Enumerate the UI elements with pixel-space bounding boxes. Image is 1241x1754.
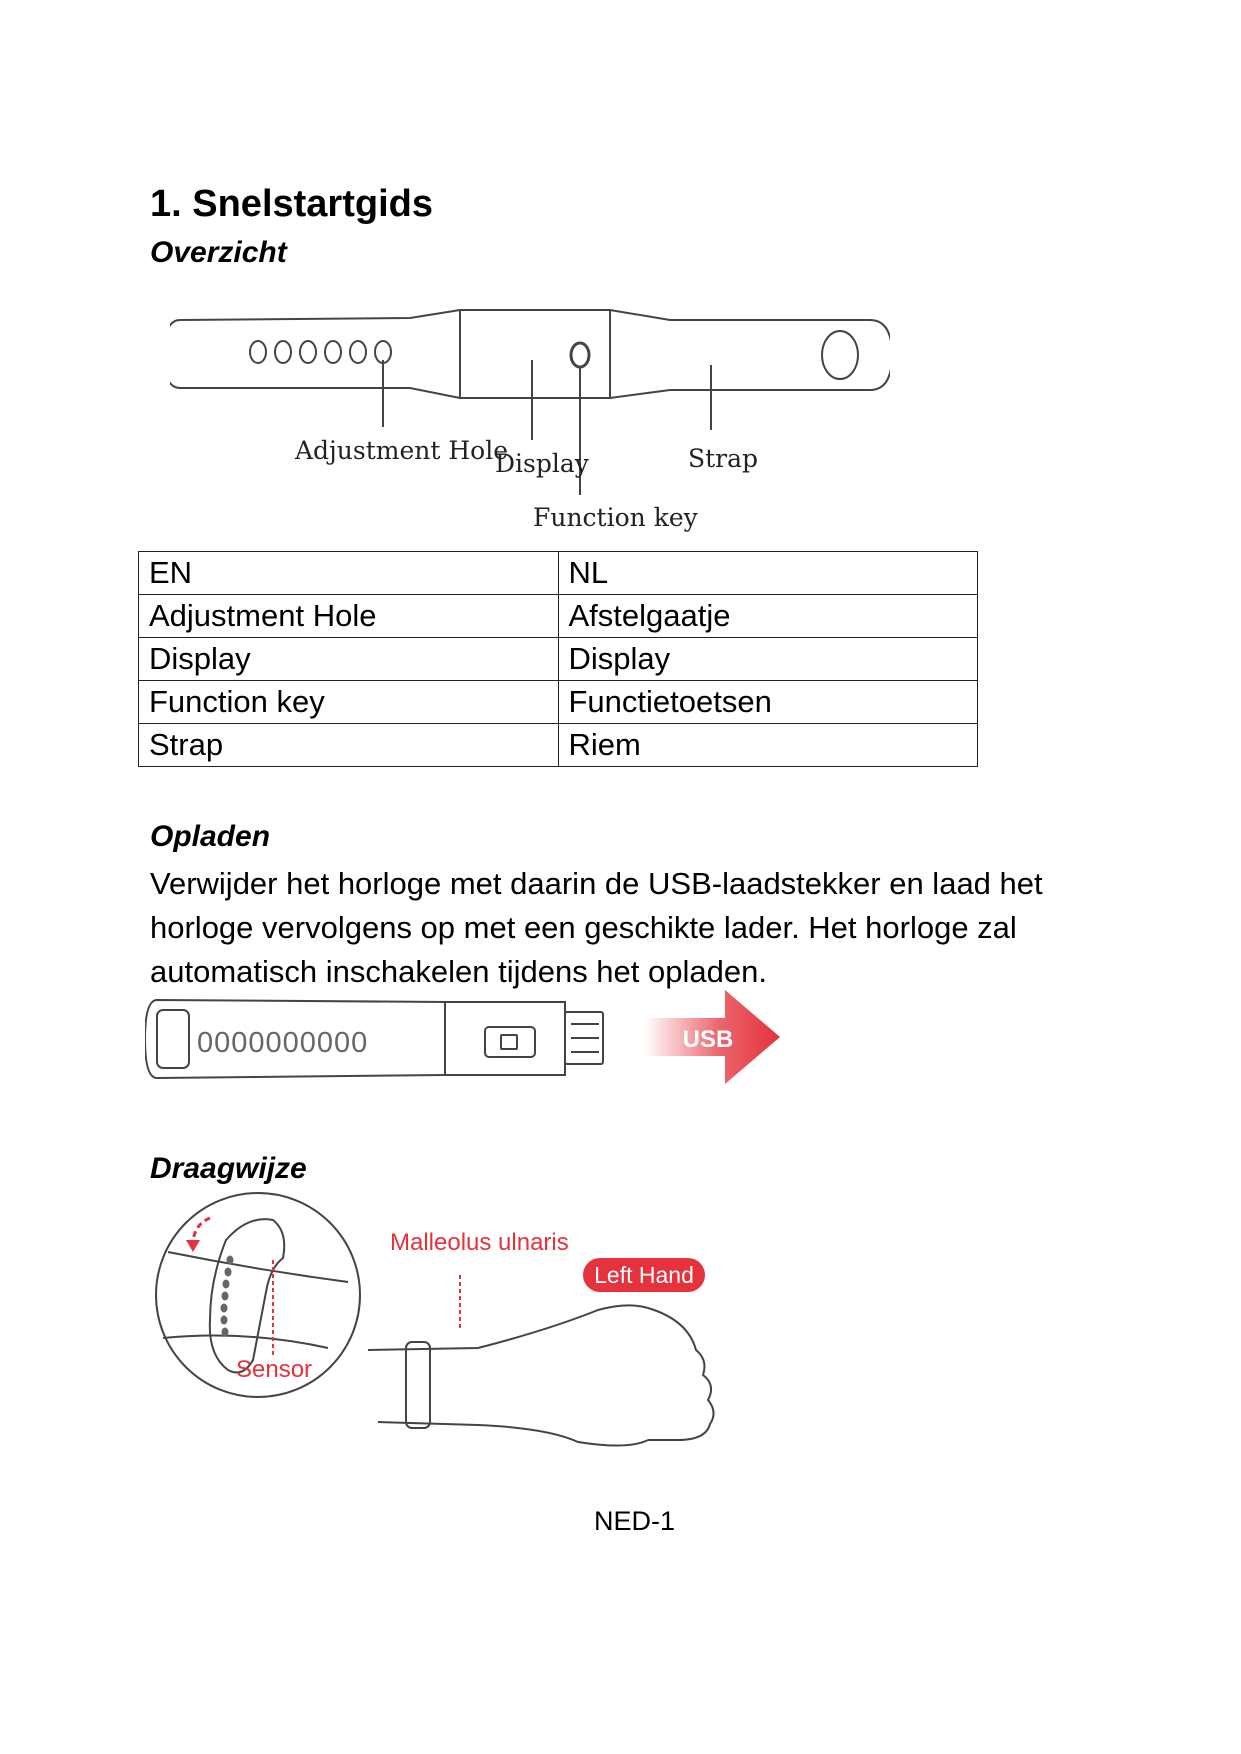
wearing-diagram bbox=[148, 1190, 718, 1490]
label-function-key: Function key bbox=[533, 503, 698, 532]
cell-nl: Display bbox=[558, 638, 978, 681]
rotate-arrowhead-icon bbox=[186, 1240, 200, 1252]
sensor-label: Sensor bbox=[236, 1356, 313, 1383]
table-row bbox=[139, 595, 978, 638]
table-header-row bbox=[139, 552, 978, 595]
cell-en: Function key bbox=[139, 681, 559, 724]
function-key-icon bbox=[571, 343, 589, 367]
cell-nl: Functietoetsen bbox=[558, 681, 978, 724]
table-row bbox=[139, 724, 978, 767]
usb-label: USB bbox=[682, 1026, 734, 1053]
cell-nl: Riem bbox=[558, 724, 978, 767]
band-diagram bbox=[170, 300, 890, 545]
wearing-heading: Draagwijze bbox=[150, 1152, 307, 1185]
charging-diagram bbox=[145, 990, 805, 1105]
band-on-wrist bbox=[406, 1342, 430, 1428]
table-row bbox=[139, 681, 978, 724]
label-strap: Strap bbox=[688, 444, 759, 473]
arm-bottom bbox=[378, 1422, 648, 1446]
band-end-loop bbox=[157, 1010, 189, 1068]
overview-heading: Overzicht bbox=[150, 236, 287, 269]
page-title: 1. Snelstartgids bbox=[150, 183, 433, 225]
malleolus-label: Malleolus ulnaris bbox=[390, 1229, 569, 1256]
adjustment-holes bbox=[250, 341, 391, 363]
strap-end-hole bbox=[822, 331, 858, 379]
hand-fist bbox=[648, 1308, 714, 1440]
band-holes-text: 0000000000 bbox=[197, 1027, 369, 1059]
table-row bbox=[139, 638, 978, 681]
terms-table bbox=[138, 551, 978, 767]
header-en: EN bbox=[139, 552, 559, 595]
function-key-icon bbox=[485, 1027, 535, 1057]
left-hand-label: Left Hand bbox=[594, 1262, 694, 1288]
charging-heading: Opladen bbox=[150, 820, 271, 853]
cell-en: Strap bbox=[139, 724, 559, 767]
cell-en: Display bbox=[139, 638, 559, 681]
cell-en: Adjustment Hole bbox=[139, 595, 559, 638]
charging-paragraph: Verwijder het horloge met daarin de USB-laadstekker en laad het horloge vervolgens op met een geschikte lader. Het horloge zal automatisch inschakelen tijdens het opladen. bbox=[150, 866, 1043, 989]
band-detail-holes bbox=[221, 1256, 234, 1337]
wrist-detail-bottom bbox=[163, 1336, 328, 1348]
label-adjustment-hole: Adjustment Hole bbox=[295, 436, 509, 465]
wrist-detail-top bbox=[168, 1252, 348, 1282]
band-outline bbox=[170, 310, 890, 398]
cell-nl: Afstelgaatje bbox=[558, 595, 978, 638]
header-nl: NL bbox=[558, 552, 978, 595]
label-display: Display bbox=[495, 449, 589, 478]
page-number: NED-1 bbox=[594, 1506, 676, 1536]
